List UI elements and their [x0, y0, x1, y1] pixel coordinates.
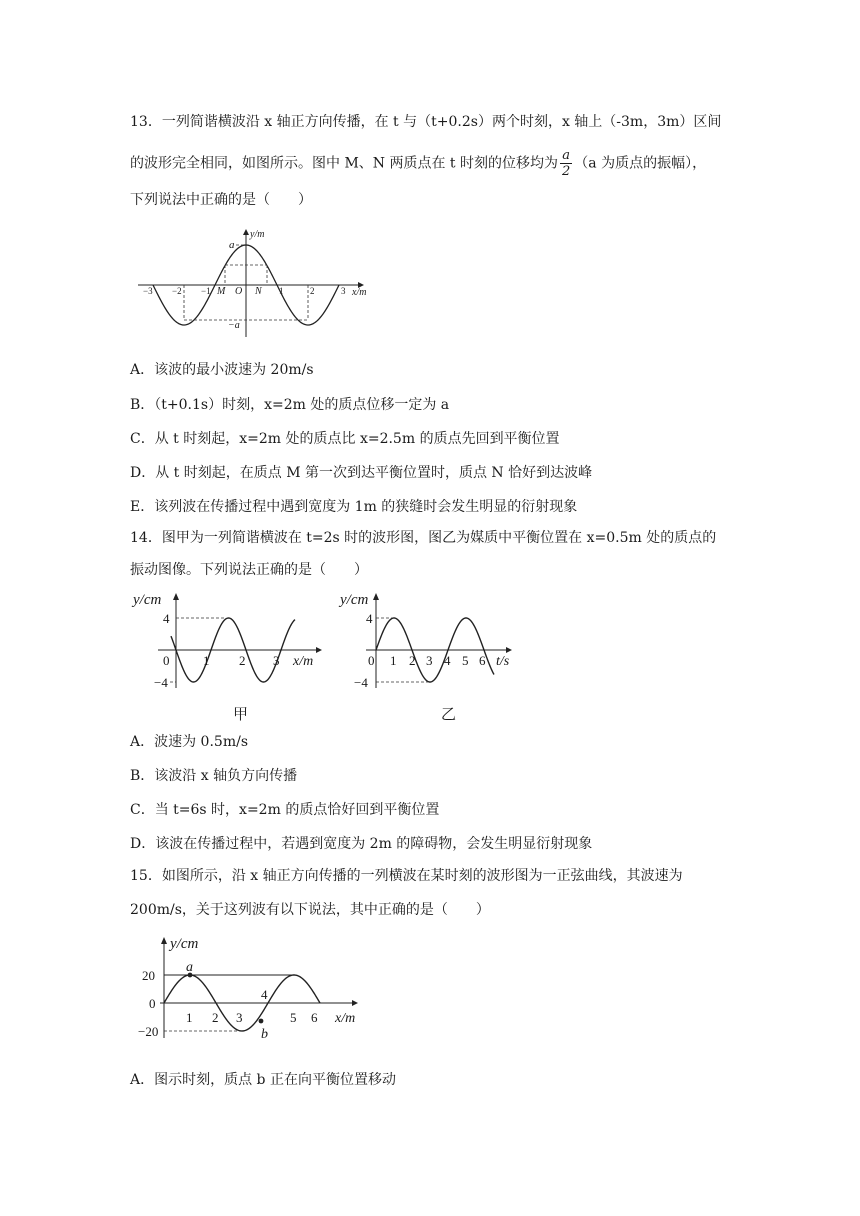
- q13-x-tick-label: −2: [172, 286, 182, 296]
- q13-label-a: a: [229, 239, 235, 251]
- q14-jia-y-axis-label: y/cm: [133, 592, 162, 608]
- q13-x-tick-label: 1: [279, 286, 284, 296]
- q13-fraction: [560, 148, 572, 179]
- q14-jia-x-axis-label: x/m: [293, 654, 314, 669]
- q13-x-tick-label: 2: [310, 286, 315, 296]
- q14-option-c: C．当 t=6s 时，x=2m 的质点恰好回到平衡位置: [130, 802, 440, 818]
- q14-yi-x-tick-label: 5: [462, 653, 469, 668]
- q15-y-tick-label: 0: [149, 996, 156, 1011]
- q14-jia-x-axis-arrow: [316, 647, 322, 653]
- q14-yi-x-tick-label: 4: [444, 653, 451, 668]
- q15-x-tick-label: 4: [261, 987, 268, 1002]
- q14-option-b: B．该波沿 x 轴负方向传播: [130, 768, 298, 784]
- q15-x-tick-label: 3: [236, 1010, 243, 1025]
- q14-yi-x-tick-label: 0: [368, 653, 375, 668]
- q15-label-b: b: [261, 1027, 268, 1042]
- q14-yi-x-axis-arrow: [506, 647, 512, 653]
- q14-stem-line1: 14．图甲为一列简谐横波在 t=2s 时的波形图，图乙为媒质中平衡位置在 x=0.5m 处的质点的: [130, 530, 717, 546]
- q13-option-d: D．从 t 时刻起，在质点 M 第一次到达平衡位置时，质点 N 恰好到达波峰: [130, 465, 593, 481]
- q14-figure-jia: [130, 588, 330, 698]
- q14-jia-x-tick-label: 1: [203, 653, 210, 668]
- q13-fraction-numerator: a: [560, 148, 572, 164]
- q13-label-N: N: [255, 286, 262, 297]
- q14-yi-y-axis-arrow: [373, 593, 379, 600]
- q14-option-a: A．波速为 0.5m/s: [130, 734, 249, 750]
- q14-caption-yi: 乙: [441, 705, 457, 723]
- q14-yi-y-tick-label: 4: [366, 611, 373, 626]
- q13-x-tick-label: −3: [143, 286, 153, 296]
- q13-label-M: M: [217, 286, 226, 297]
- q13-stem-line2-pre: 的波形完全相同，如图所示。图中 M、N 两质点在 t 时刻的位移均为: [130, 155, 559, 172]
- q13-label-neg-a: −a: [228, 320, 240, 331]
- q15-y-axis-label: y/cm: [170, 936, 199, 952]
- q14-yi-x-axis-label: t/s: [496, 654, 510, 669]
- q13-option-a: A．该波的最小波速为 20m/s: [130, 362, 314, 378]
- q14-jia-y-axis-arrow: [173, 593, 179, 600]
- q13-x-axis-label: x/m: [352, 287, 367, 298]
- q14-jia-y-tick-label: −4: [154, 675, 168, 690]
- q15-x-axis-arrow: [352, 1000, 358, 1006]
- q14-yi-x-tick-label: 1: [390, 653, 397, 668]
- q15-x-tick-label: 2: [212, 1010, 219, 1025]
- q15-stem-line1: 15．如图所示，沿 x 轴正方向传播的一列横波在某时刻的波形图为一正弦曲线，其波速为: [130, 868, 683, 884]
- q13-x-tick-label: 3: [341, 286, 346, 296]
- q14-yi-x-tick-label: 2: [409, 653, 416, 668]
- q14-yi-x-tick-label: 6: [479, 653, 486, 668]
- q14-jia-x-tick-label: 3: [273, 653, 280, 668]
- q15-option-a: A．图示时刻，质点 b 正在向平衡位置移动: [130, 1072, 396, 1088]
- q15-point-b: [259, 1019, 264, 1024]
- q13-wave-figure: [130, 225, 390, 345]
- q14-jia-x-tick-label: 0: [163, 653, 170, 668]
- q13-stem-line2: [130, 148, 706, 179]
- q14-option-d: D．该波在传播过程中，若遇到宽度为 2m 的障碍物，会发生明显衍射现象: [130, 836, 593, 852]
- q13-option-e: E．该列波在传播过程中遇到宽度为 1m 的狭缝时会发生明显的衍射现象: [130, 499, 578, 515]
- q15-x-tick-label: 1: [186, 1010, 193, 1025]
- q13-stem-line2-post: （a 为质点的振幅），: [574, 155, 707, 172]
- q14-jia-y-tick-label: 4: [163, 611, 170, 626]
- q13-y-axis-arrow: [243, 229, 249, 235]
- q15-wave-figure: [130, 930, 370, 1050]
- q15-y-tick-label: 20: [142, 968, 155, 983]
- q13-label-O: O: [235, 286, 243, 297]
- q14-yi-y-tick-label: −4: [354, 675, 368, 690]
- q14-yi-y-axis-label: y/cm: [340, 592, 369, 608]
- q14-figure-yi: [338, 588, 528, 698]
- q13-y-axis-label: y/m: [250, 229, 265, 240]
- q15-x-tick-label: 6: [311, 1010, 318, 1025]
- q15-y-axis-arrow: [161, 937, 167, 944]
- q14-caption-jia: 甲: [233, 705, 249, 723]
- q14-yi-x-tick-label: 3: [426, 653, 433, 668]
- q13-x-tick-label: −1: [201, 286, 211, 296]
- q15-stem-line2: 200m/s，关于这列波有以下说法，其中正确的是（ ）: [130, 902, 490, 918]
- q15-label-a: a: [186, 960, 193, 975]
- q14-stem-line2: 振动图像。下列说法正确的是（ ）: [130, 562, 368, 578]
- q15-y-tick-label: −20: [138, 1024, 159, 1039]
- q14-jia-x-tick-label: 2: [239, 653, 246, 668]
- q15-x-axis-label: x/m: [335, 1011, 356, 1026]
- q13-option-b: B．（t+0.1s）时刻，x=2m 处的质点位移一定为 a: [130, 397, 450, 413]
- q15-x-tick-label: 5: [290, 1010, 297, 1025]
- q13-option-c: C．从 t 时刻起，x=2m 处的质点比 x=2.5m 的质点先回到平衡位置: [130, 431, 560, 447]
- q13-stem-line1: 13．一列简谐横波沿 x 轴正方向传播，在 t 与（t+0.2s）两个时刻，x 轴上（-3m，3m）区间: [130, 114, 722, 130]
- q13-fraction-denominator: 2: [562, 164, 571, 179]
- q13-stem-line3: 下列说法中正确的是（ ）: [130, 192, 312, 208]
